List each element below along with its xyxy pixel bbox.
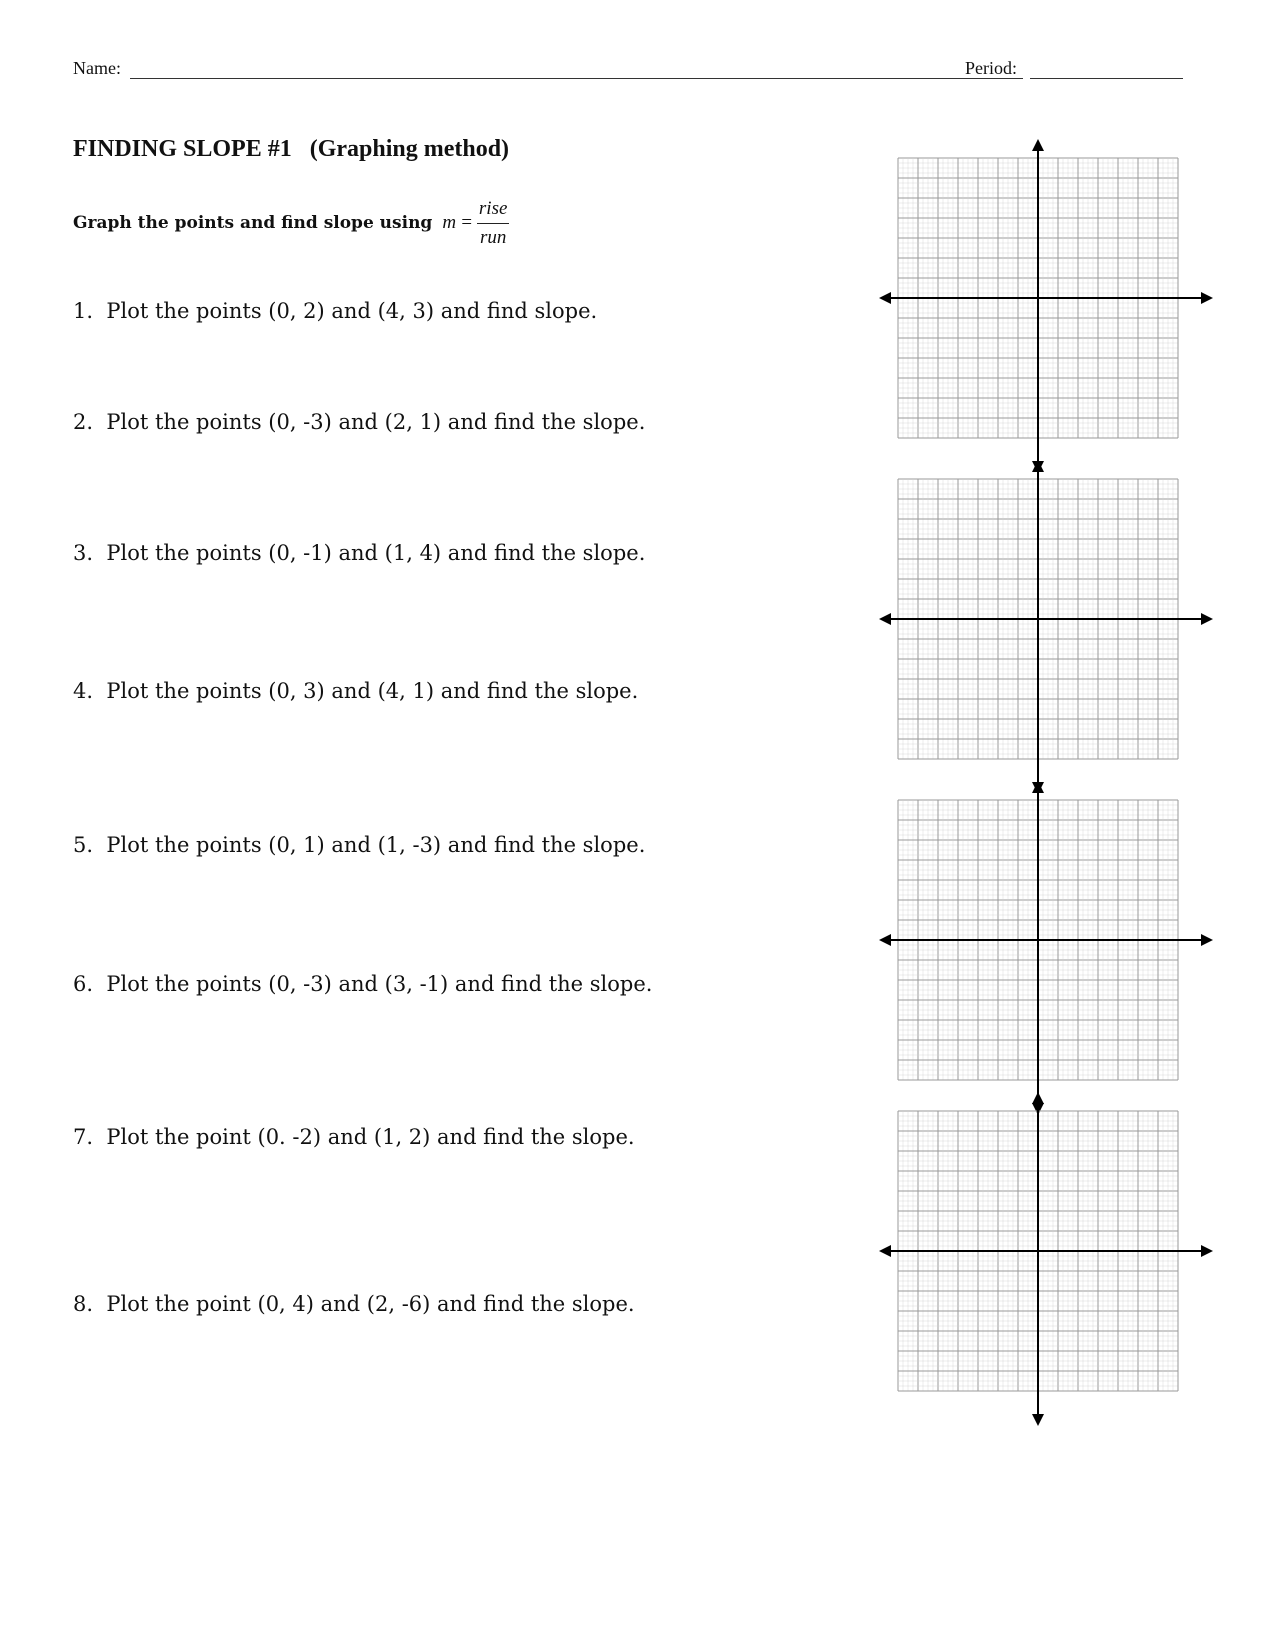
arrow-up-icon [1032, 139, 1044, 151]
period-label: Period: [965, 58, 1017, 78]
formula-equals: = [460, 212, 473, 233]
arrow-right-icon [1201, 934, 1213, 946]
header-row [73, 58, 1183, 88]
name-label: Name: [73, 58, 121, 78]
coordinate-grid-3[interactable] [878, 780, 1214, 1116]
arrow-down-icon [1032, 1414, 1044, 1426]
arrow-right-icon [1201, 292, 1213, 304]
grid-svg [878, 138, 1214, 474]
arrow-left-icon [879, 1245, 891, 1257]
name-blank-line[interactable] [130, 78, 1023, 79]
slope-formula [442, 197, 509, 250]
problem-2: 2. Plot the points (0, -3) and (2, 1) and find the slope. [73, 410, 646, 434]
formula-fraction [477, 197, 510, 250]
period-blank-line[interactable] [1030, 78, 1183, 79]
coordinate-grid-2[interactable] [878, 459, 1214, 795]
arrow-right-icon [1201, 613, 1213, 625]
instruction [73, 197, 509, 249]
arrow-right-icon [1201, 1245, 1213, 1257]
problem-3: 3. Plot the points (0, -1) and (1, 4) and find the slope. [73, 541, 646, 565]
arrow-left-icon [879, 613, 891, 625]
problem-5: 5. Plot the points (0, 1) and (1, -3) and find the slope. [73, 833, 646, 857]
formula-numerator: rise [477, 197, 510, 224]
instruction-text: Graph the points and find slope using [73, 213, 433, 233]
arrow-up-icon [1032, 781, 1044, 793]
grid-svg [878, 780, 1214, 1116]
coordinate-grid-1[interactable] [878, 138, 1214, 474]
problem-7: 7. Plot the point (0. -2) and (1, 2) and find the slope. [73, 1125, 635, 1149]
arrow-up-icon [1032, 1092, 1044, 1104]
problem-8: 8. Plot the point (0, 4) and (2, -6) and find the slope. [73, 1292, 635, 1316]
arrow-left-icon [879, 292, 891, 304]
arrow-up-icon [1032, 460, 1044, 472]
formula-variable: m [442, 212, 457, 233]
grid-svg [878, 1091, 1214, 1427]
problem-4: 4. Plot the points (0, 3) and (4, 1) and find the slope. [73, 679, 639, 703]
worksheet-title: FINDING SLOPE #1 (Graphing method) [73, 136, 510, 162]
problem-6: 6. Plot the points (0, -3) and (3, -1) and find the slope. [73, 972, 653, 996]
coordinate-grid-4[interactable] [878, 1091, 1214, 1427]
grid-svg [878, 459, 1214, 795]
formula-denominator: run [479, 226, 507, 248]
arrow-left-icon [879, 934, 891, 946]
problem-1: 1. Plot the points (0, 2) and (4, 3) and find slope. [73, 299, 598, 323]
